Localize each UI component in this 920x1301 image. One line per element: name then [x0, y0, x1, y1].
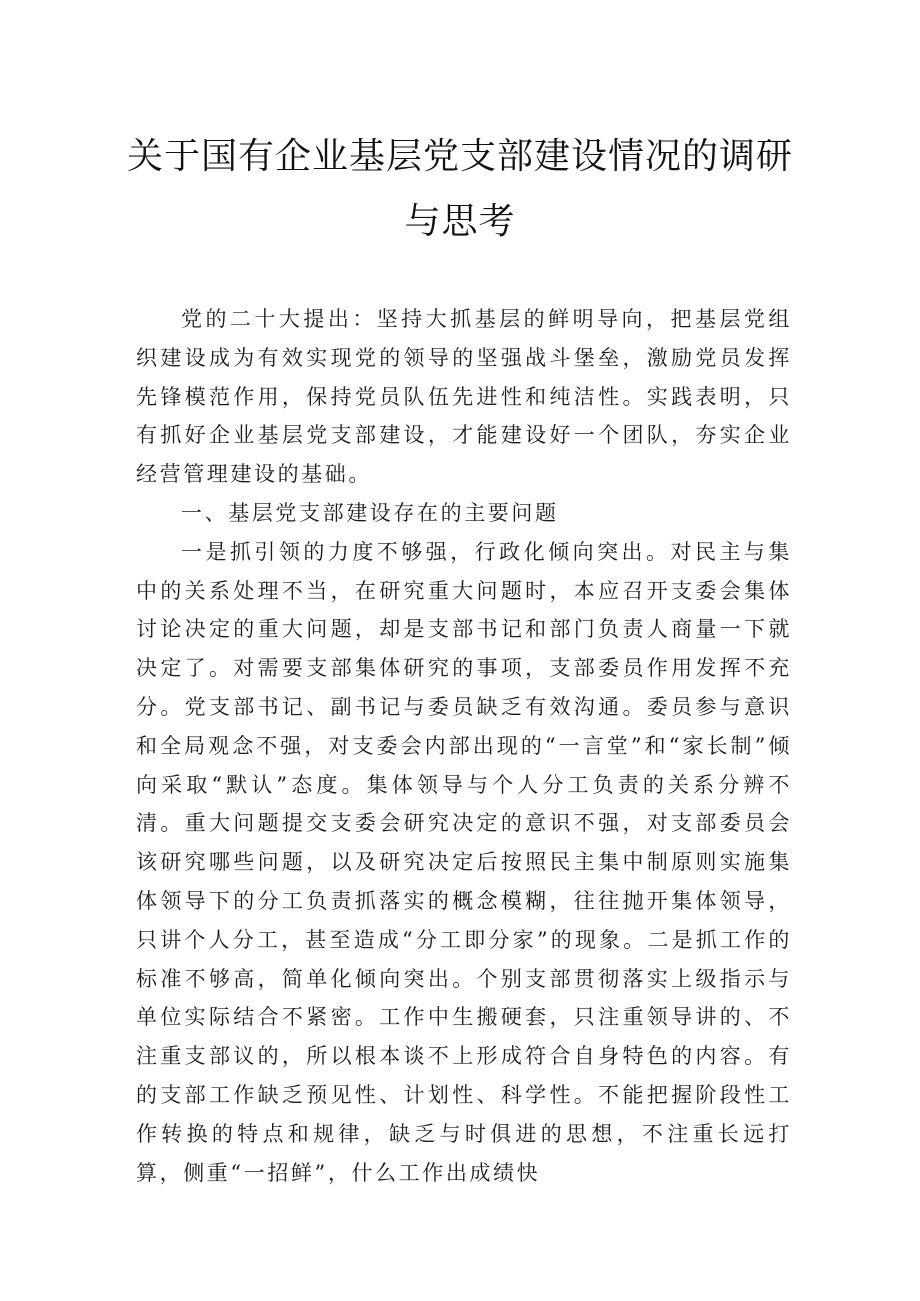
section-heading: 一、基层党支部建设存在的主要问题 [181, 500, 559, 525]
paragraph-intro: 党的二十大提出：坚持大抓基层的鲜明导向，把基层党组织建设成为有效实现党的领导的坚强战斗堡垒，激励党员发挥先锋模范作用，保持党员队伍先进性和纯洁性。实践表明，只有抓好企业基层党支部建设，才能建设好一个团队，夯实企业经营管理建设的基础。 [136, 307, 792, 487]
document-title-line-1: 关于国有企业基层党支部建设情况的调研 [126, 136, 793, 177]
paragraph-problems: 一是抓引领的力度不够强，行政化倾向突出。对民主与集中的关系处理不当，在研究重大问题时，本应召开支委会集体讨论决定的重大问题，却是支部书记和部门负责人商量一下就决定了。对需要支部集体研究的事项，支部委员作用发挥不充分。党支部书记、副书记与委员缺乏有效沟通。委员参与意识和全局观念不强，对支委会内部出现的“一言堂”和“家长制”倾向采取“默认”态度。集体领导与个人分工负责的关系分辨不清。重大问题提交支委会研究决定的意识不强，对支部委员会该研究哪些问题，以及研究决定后按照民主集中制原则实施集体领导下的分工负责抓落实的概念模糊，往往抛开集体领导，只讲个人分工，甚至造成“分工即分家”的现象。二是抓工作的标准不够高，简单化倾向突出。个别支部贯彻落实上级指示与单位实际结合不紧密。工作中生搬硬套，只注重领导讲的、不注重支部议的，所以根本谈不上形成符合自身特色的内容。有的支部工作缺乏预见性、计划性、科学性。不能把握阶段性工作转换的特点和规律，缺乏与时俱进的思想，不注重长远打算，侧重“一招鲜”，什么工作出成绩快 [136, 539, 792, 1185]
document-body [136, 300, 792, 1192]
document-title-line-2: 与思考 [404, 201, 516, 242]
